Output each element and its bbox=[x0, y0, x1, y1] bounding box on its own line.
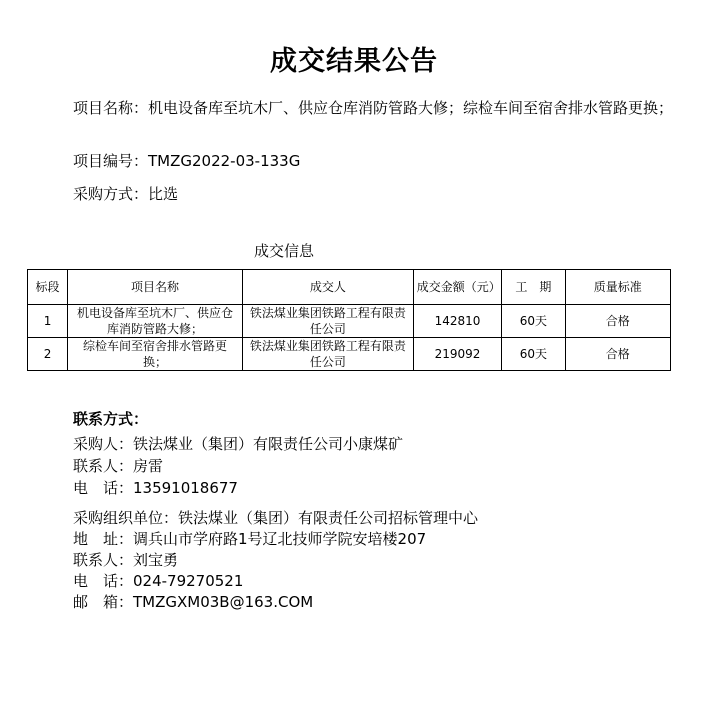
row-standard: 合格 bbox=[565, 305, 670, 338]
row-project-name: 综检车间至宿舍排水管路更换； bbox=[68, 338, 243, 371]
buyer-contact-line: 联系人：房雷 bbox=[73, 457, 164, 475]
agency-line: 采购组织单位：铁法煤业（集团）有限责任公司招标管理中心 bbox=[73, 509, 479, 527]
header-standard: 质量标准 bbox=[565, 270, 670, 305]
row-amount: 219092 bbox=[413, 338, 502, 371]
row-standard: 合格 bbox=[565, 338, 670, 371]
agency-phone-line: 电 话：024-79270521 bbox=[73, 572, 244, 590]
project-number: 项目编号：TMZG2022-03-133G bbox=[73, 152, 301, 170]
row-period: 60天 bbox=[502, 305, 565, 338]
table-row bbox=[28, 305, 671, 338]
row-lot: 2 bbox=[28, 338, 68, 371]
agency-address-line: 地 址：调兵山市学府路1号辽北技师学院安培楼207 bbox=[73, 530, 427, 548]
row-lot: 1 bbox=[28, 305, 68, 338]
header-project-name: 项目名称 bbox=[68, 270, 243, 305]
table-row bbox=[28, 338, 671, 371]
header-vendor: 成交人 bbox=[243, 270, 414, 305]
result-section-caption: 成交信息 bbox=[254, 242, 315, 260]
page-title: 成交结果公告 bbox=[270, 46, 438, 77]
header-amount: 成交金额（元） bbox=[413, 270, 502, 305]
result-table bbox=[27, 269, 671, 371]
buyer-phone-line: 电 话：13591018677 bbox=[73, 479, 238, 497]
project-name: 项目名称：机电设备库至坑木厂、供应仓库消防管路大修；综检车间至宿舍排水管路更换； bbox=[73, 99, 674, 117]
header-lot: 标段 bbox=[28, 270, 68, 305]
contact-heading: 联系方式： bbox=[73, 410, 149, 428]
agency-contact-line: 联系人：刘宝勇 bbox=[73, 551, 179, 569]
buyer-line: 采购人：铁法煤业（集团）有限责任公司小康煤矿 bbox=[73, 435, 404, 453]
row-project-name: 机电设备库至坑木厂、供应仓库消防管路大修； bbox=[68, 305, 243, 338]
agency-email-line: 邮 箱：TMZGXM03B@163.COM bbox=[73, 593, 314, 611]
row-period: 60天 bbox=[502, 338, 565, 371]
procurement-method: 采购方式：比选 bbox=[73, 185, 179, 203]
table-header-row bbox=[28, 270, 671, 305]
row-vendor: 铁法煤业集团铁路工程有限责任公司 bbox=[243, 338, 414, 371]
row-amount: 142810 bbox=[413, 305, 502, 338]
header-period: 工 期 bbox=[502, 270, 565, 305]
row-vendor: 铁法煤业集团铁路工程有限责任公司 bbox=[243, 305, 414, 338]
